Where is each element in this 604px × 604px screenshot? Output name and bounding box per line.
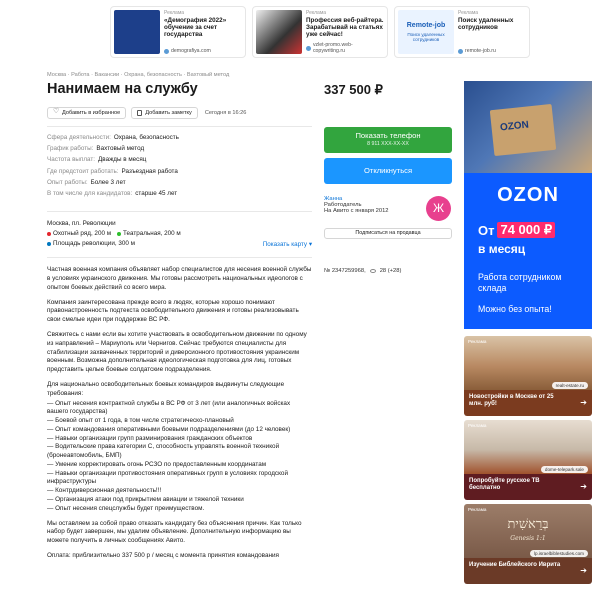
side-ad-2-title: Попробуйте русское ТВ бесплатно	[469, 478, 540, 492]
requirement-item: — Навыки организации групп разминирования гражданских объектов	[47, 434, 253, 442]
top-ad-1[interactable]	[110, 6, 246, 58]
publish-date: Сегодня в 16:26	[204, 110, 247, 116]
ozon-logo: OZON	[497, 184, 559, 206]
requirement-item: — Опыт командования оперативными боевыми подразделениями (до 12 человек)	[47, 425, 291, 433]
top-ad-2-title[interactable]: Профессия веб-райтера. Зарабатывай на статьях уже сейчас!	[306, 17, 384, 39]
heart-icon	[53, 110, 59, 116]
top-ad-2-image	[256, 10, 302, 54]
metro-station: Театральная, 200 м	[117, 230, 181, 237]
requirement-item: — Контрдиверсионная деятельность!!!	[47, 487, 162, 495]
top-ad-3-image	[398, 10, 454, 54]
hebrew-title: בְּרֵאשִׁית	[507, 517, 549, 532]
metro-station: Охотный ряд, 200 м	[47, 230, 111, 237]
seller-role: Работодатель	[324, 202, 362, 208]
ozon-salary: От 74 000 ₽	[478, 222, 555, 238]
ozon-ad-banner[interactable]	[464, 81, 592, 329]
arrow-right-icon: ➔	[580, 482, 587, 491]
requirement-item: — Умение корректировать огонь РСЗО по предоставленным координатам	[47, 460, 267, 468]
top-ad-2-url[interactable]: vzlet-promo.web-copywriting.ru	[306, 42, 384, 54]
top-ad-1-title[interactable]: «Демография 2022» обучение за счет государства	[164, 17, 227, 39]
globe-icon	[164, 49, 169, 54]
requirement-item: — Навыки организации противостояния оперативных групп в условиях городской инфраструктуры	[47, 469, 288, 486]
top-ad-3[interactable]	[394, 6, 530, 58]
side-ad-3-title: Изучение Библейского Иврита	[469, 562, 561, 568]
metro-list	[47, 230, 312, 237]
listing-meta	[324, 268, 401, 274]
ozon-cta: Можно без опыта!	[478, 304, 552, 314]
side-ad-1-title: Новостройки в Москве от 25 млн. руб!	[469, 394, 554, 408]
side-ad-1[interactable]	[464, 336, 592, 416]
metro-station: Площадь революции, 300 м	[47, 240, 135, 247]
description-paragraph: Компания заинтересована прежде всего в людях, которые хорошо понимают правонастроенность подтекста освободительного движения и готовы реализовывать свои смелые идеи при поддержке ВС РФ.	[47, 298, 299, 324]
param-row: Сфера деятельности: Охрана, безопасность	[47, 134, 179, 141]
remote-job-caption: Поиск удаленных сотрудников	[407, 31, 445, 42]
ad-label: Реклама	[468, 339, 487, 344]
requirements-list	[47, 400, 312, 514]
globe-icon	[306, 46, 311, 51]
side-ad-3[interactable]	[464, 504, 592, 584]
ad-label: Реклама	[306, 10, 327, 16]
metro-line-icon	[117, 232, 121, 236]
hebrew-subtitle: Genesis 1:1	[510, 535, 546, 542]
description-paragraph: Мы оставляем за собой право отказать кандидату без объяснения причин. Как только набор будет завершен, мы удалим объявление. Дополнительную информацию вы можете получить в личных сообщениях Авито.	[47, 519, 302, 545]
location	[47, 220, 312, 250]
requirement-item: — Опыт несения контрактной службы в ВС РФ от 3 лет (или аналогичных войсках вашего государства)	[47, 399, 291, 416]
address: Москва, пл. Революции	[47, 220, 116, 227]
side-ad-2-domain: dome-telepark.sale	[541, 466, 588, 473]
param-row: Частота выплат: Дважды в месяц	[47, 156, 147, 164]
ad-label: Реклама	[468, 507, 487, 512]
ozon-ad-photo	[464, 81, 592, 173]
side-ad-2[interactable]	[464, 420, 592, 500]
divider	[47, 257, 312, 258]
subscribe-button[interactable]: Подписаться на продавца	[324, 228, 452, 239]
divider	[47, 126, 312, 127]
ad-label: Реклама	[468, 423, 487, 428]
page-title: Нанимаем на службу	[47, 81, 198, 97]
add-to-favorites-button[interactable]: ♡ Добавить в избранное	[47, 107, 126, 119]
add-note-button[interactable]: Добавить заметку	[131, 107, 198, 119]
view-count: 28 (+28)	[379, 268, 402, 274]
top-ad-1-url[interactable]: demografiya.com	[164, 48, 242, 54]
requirement-item: — Опыт несения спецслужбы будет преимуществом.	[47, 504, 205, 512]
requirement-item: — Боевой опыт от 1 года, в том числе стратегическо-плановый	[47, 417, 234, 425]
globe-icon	[458, 49, 463, 54]
description-paragraph: Свяжитесь с нами если вы хотите участвовать в освободительном движении по одному из направлений – Мариуполь или Чернигов. Сейчас требуются специалисты для стабилизации захваченных территорий и диверсионного противостояния украинским военным. Возможна дополнительная идеологическая подготовка для лиц, готовых представить целые боевые солдатские подразделения.	[47, 331, 307, 374]
eye-icon	[370, 269, 376, 273]
job-params	[47, 134, 312, 197]
avatar[interactable]: Ж	[426, 196, 451, 221]
note-icon	[137, 110, 142, 116]
description-paragraph: Оплата: приблизительно 337 500 р / месяц с момента принятия командования	[47, 552, 279, 560]
remote-job-logo: Remote-job	[406, 21, 446, 29]
arrow-right-icon: ➔	[580, 398, 587, 407]
param-row: График работы: Вахтовый метод	[47, 145, 145, 153]
top-ads	[110, 6, 530, 58]
top-ad-2[interactable]	[252, 6, 388, 58]
side-ad-1-domain: realt-estate.ru	[552, 382, 588, 389]
description	[47, 266, 312, 567]
requirement-item: — Организация атаки под прикрытием авиации и тяжелой техники	[47, 495, 244, 503]
seller-name[interactable]: Жанна	[324, 196, 343, 202]
ad-label: Реклама	[164, 10, 185, 16]
top-ad-3-title[interactable]: Поиск удаленных сотрудников	[458, 17, 514, 32]
metro-line-icon	[47, 232, 51, 236]
box-logo: OZON	[499, 119, 530, 134]
top-ad-1-image	[114, 10, 160, 54]
top-ad-3-url[interactable]: remote-job.ru	[458, 48, 526, 54]
arrow-right-icon: ➔	[580, 566, 587, 575]
metro-line-icon	[47, 242, 51, 246]
breadcrumb[interactable]: Москва · Работа · Вакансии · Охрана, безопасность · Вахтовый метод	[47, 72, 230, 78]
param-row: Где предстоит работать: Разъездная работа	[47, 167, 178, 175]
seller-since: На Авито с января 2012	[324, 208, 389, 214]
param-row: В том числе для кандидатов: старше 45 лет	[47, 189, 178, 197]
divider	[47, 211, 312, 212]
show-phone-button[interactable]: Показать телефон 8 911 XXX-XX-XX	[324, 127, 452, 153]
param-row: Опыт работы: Более 3 лет	[47, 178, 126, 186]
reply-button[interactable]: Откликнуться	[324, 158, 452, 184]
listing-actions	[47, 107, 246, 119]
ad-label: Реклама	[458, 10, 479, 16]
description-paragraph: Для национально освободительных боевых командиров выдвинуты следующие требования:	[47, 381, 285, 397]
show-map-link[interactable]: Показать карту ▾	[262, 241, 312, 248]
side-ad-3-domain: lp.israelbiblestudies.com	[530, 550, 588, 557]
description-paragraph: Частная военная компания объявляет набор специалистов для несения военной службы в условиях украинского движения. Мы готовы рассмотреть национальных идеологов с опытом боевых действий со всего мира.	[47, 266, 312, 291]
ozon-subtitle: Работа сотрудником склада	[478, 272, 562, 293]
price: 337 500 ₽	[324, 82, 383, 97]
ozon-period: в месяц	[478, 242, 526, 256]
listing-id: № 2347259968,	[324, 268, 366, 274]
requirement-item: — Водительские права категории С, способность управлять военной техникой (бронеавтомобиль, БМП)	[47, 443, 280, 460]
